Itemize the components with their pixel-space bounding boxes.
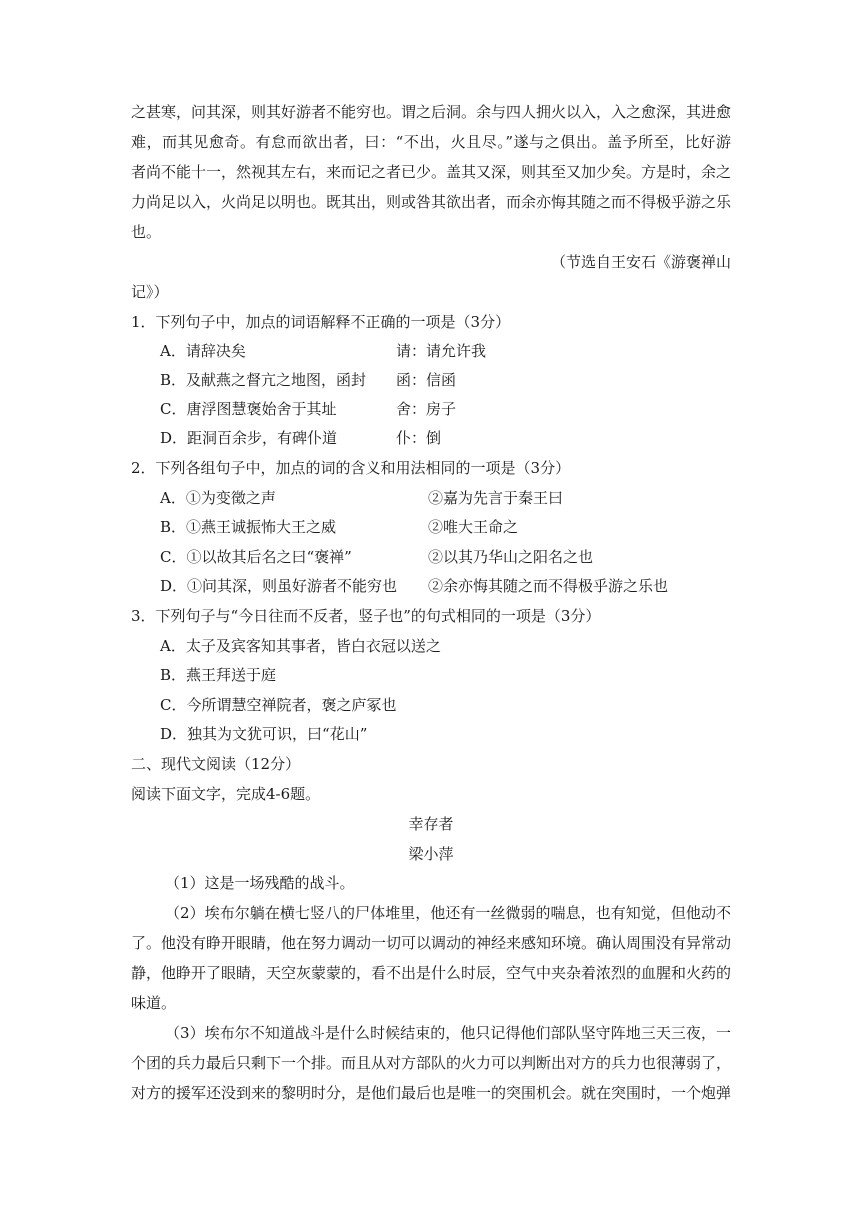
question-1-stem: 1．下列句子中，加点的词语解释不正确的一项是（3分）: [131, 313, 511, 331]
section-instruction: 阅读下面文字，完成4-6题。: [131, 785, 321, 803]
option-text: B．及献燕之督亢之地图，函封: [160, 371, 367, 389]
passage-source: （节选自王安石《游褒禅山: [550, 253, 731, 271]
q2-option-a: [160, 488, 760, 508]
story-paragraph-line: （3）埃布尔不知道战斗是什么时候结束的，他只记得他们部队坚守阵地三天三夜，一: [165, 1024, 731, 1042]
passage-line: 者尚不能十一，然视其左右，来而记之者已少。盖其又深，则其至又加少矣。方是时，余之: [131, 163, 732, 181]
option-gloss: 请：请允许我: [396, 342, 487, 360]
passage-line: 力尚足以入，火尚足以明也。既其出，则或咎其欲出者，而余亦悔其随之而不得极乎游之乐: [131, 193, 732, 211]
q2-option-c: [160, 547, 760, 567]
option-left: D．①问其深，则虽好游者不能穷也: [160, 577, 398, 595]
option-left: A．①为变徵之声: [160, 489, 276, 507]
story-title: 幸存者: [408, 815, 454, 833]
q1-option-d: [160, 428, 760, 448]
q3-option-b: B．燕王拜送于庭: [160, 666, 277, 684]
option-gloss: 函：信函: [396, 371, 457, 389]
passage-line: 之甚寒，问其深，则其好游者不能穷也。谓之后洞。余与四人拥火以入，入之愈深，其进愈: [131, 103, 732, 121]
story-paragraph-line: （2）埃布尔躺在横七竖八的尸体堆里，他还有一丝微弱的喘息，也有知觉，但他动不: [165, 904, 731, 922]
option-left: B．①燕王诚振怖大王之威: [160, 518, 337, 536]
passage-line: 也。: [131, 223, 162, 241]
q3-option-a: A．太子及宾客知其事者，皆白衣冠以送之: [160, 637, 441, 655]
q3-option-d: D．独其为文犹可识，曰“花山”: [160, 725, 368, 743]
story-paragraph-line: 味道。: [131, 994, 177, 1012]
option-right: ②唯大王命之: [428, 518, 519, 536]
story-paragraph-line: 对方的援军还没到来的黎明时分，是他们最后也是唯一的突围机会。就在突围时，一个炮弹: [131, 1084, 732, 1102]
story-paragraph-line: 了。他没有睁开眼睛，他在努力调动一切可以调动的神经来感知环境。确认周围没有异常动: [131, 934, 732, 952]
question-3-stem: 3．下列句子与“今日往而不反者，竖子也”的句式相同的一项是（3分）: [131, 607, 601, 625]
q2-option-d: [160, 576, 760, 596]
q2-option-b: [160, 517, 760, 537]
story-paragraph-line: 个团的兵力最后只剩下一个排。而且从对方部队的火力可以判断出对方的兵力也很薄弱了，: [131, 1054, 732, 1072]
section-heading: 二、现代文阅读（12分）: [131, 755, 301, 773]
story-author: 梁小萍: [408, 845, 454, 863]
option-right: ②嘉为先言于秦王曰: [428, 489, 564, 507]
q3-option-c: C．今所谓慧空禅院者，褒之庐冢也: [160, 696, 397, 714]
story-paragraph-1: （1）这是一场残酷的战斗。: [165, 874, 355, 892]
q1-option-b: [160, 370, 760, 390]
passage-source-cont: 记》）: [131, 283, 169, 301]
option-text: D．距洞百余步，有碑仆道: [160, 429, 338, 447]
option-text: A．请辞决矣: [160, 342, 246, 360]
q1-option-c: [160, 399, 760, 419]
option-gloss: 仆：倒: [396, 429, 442, 447]
option-gloss: 舍：房子: [396, 400, 457, 418]
story-paragraph-line: 静，他睁开了眼睛，天空灰蒙蒙的，看不出是什么时辰，空气中夹杂着浓烈的血腥和火药的: [131, 964, 732, 982]
question-2-stem: 2．下列各组句子中，加点的词的含义和用法相同的一项是（3分）: [131, 459, 571, 477]
option-left: C．①以故其后名之曰“褒禅”: [160, 548, 352, 566]
option-text: C．唐浮图慧褒始舍于其址: [160, 400, 337, 418]
option-right: ②以其乃华山之阳名之也: [428, 548, 594, 566]
q1-option-a: [160, 341, 760, 361]
option-right: ②余亦悔其随之而不得极乎游之乐也: [428, 577, 669, 595]
passage-line: 难，而其见愈奇。有怠而欲出者，曰：“不出，火且尽。”遂与之俱出。盖予所至，比好游: [131, 133, 731, 151]
